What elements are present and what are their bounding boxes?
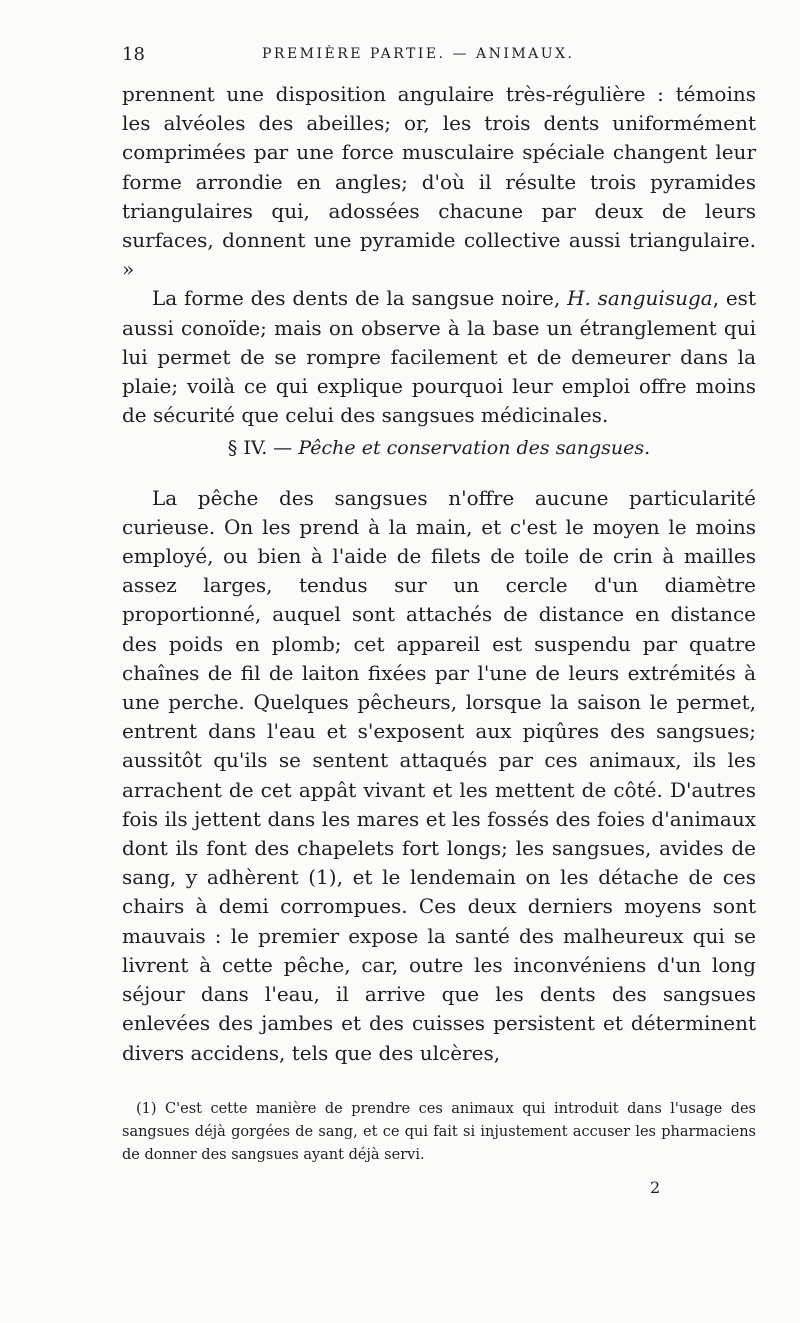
paragraph-text-before: La pêche des sangsues n'offre aucune particularité curieuse. On les prend à la main, et c'est le moyen le moins employé, ou bien à l'aide de filets de toile de crin à mailles assez larges, tendus sur un cercle d'un diamètre proportionné, auquel sont attachés de distance en distance des poids en plomb; cet appareil est suspendu par quatre chaînes de fil de laiton fixées par l'une de leurs extrémités à une perche. Quelques pêcheurs, lorsque la saison le permet, entrent dans l'eau et s'exposent aux piqûres des sangsues; aussitôt qu'ils se sentent attaqués par ces animaux, ils les arrachent de cet appât vivant et les mettent de côté. D'autres fois ils jettent dans les mares et les fossés des foies d'animaux dont ils font des chapelets fort longs; les sangsues, avides de sang, y adhèrent [122,485,756,890]
footnote-text: C'est cette manière de prendre ces animaux qui introduit dans l'usage des sangsues déjà gorgées de sang, et ce qui fait si injustement accuser les pharmaciens de donner des sangsues ayant déjà servi. [122,1101,756,1163]
footnote-mark: (1) [136,1101,157,1117]
paragraph-sangsue-noire [122,284,756,430]
footnote-1 [122,1098,756,1167]
paragraph-text-after: , et le lendemain on les détache de ces chairs à demi corrompues. Ces deux derniers moyens sont mauvais : le premier expose la santé des malheureux qui se livrent à cette pêche, car, outre les inconvéniens d'un long séjour dans l'eau, il arrive que les dents des sangsues enlevées des jambes et des cuisses persistent et déterminent divers accidens, tels que des ulcères, [122,865,757,1065]
signature-mark: 2 [650,1178,661,1197]
body-text [122,80,756,1068]
section-title: Pêche et conservation des sangsues. [298,437,651,460]
paragraph-continuation: prennent une disposition angulaire très-régulière : témoins les alvéoles des abeilles; or, les trois dents uniformément comprimées par une force musculaire spéciale changent leur forme arrondie en angles; d'où il résulte trois pyramides triangulaires qui, adossées chacune par deux de leurs surfaces, donnent une pyramide collective aussi triangulaire. » [122,82,756,282]
section-heading [122,434,756,463]
running-title: PREMIÈRE PARTIE. — ANIMAUX. [262,46,575,62]
page-number: 18 [122,44,145,65]
paragraph-text-before: La forme des dents de la sangsue noire, [152,286,568,311]
paragraph-text-after: , est aussi conoïde; mais on observe à la base un étranglement qui lui permet de se rompre facilement et de demeurer dans la plaie; voilà ce qui explique pourquoi leur emploi offre moins de sécurité que celui des sangsues médicinales. [122,286,756,428]
page-header [122,44,752,78]
paragraph-peche [122,484,756,1068]
section-number: § IV. — [227,437,293,460]
species-name: H. sanguisuga [567,286,713,311]
footnotes [122,1098,756,1167]
footnote-reference[interactable]: (1) [308,865,337,890]
